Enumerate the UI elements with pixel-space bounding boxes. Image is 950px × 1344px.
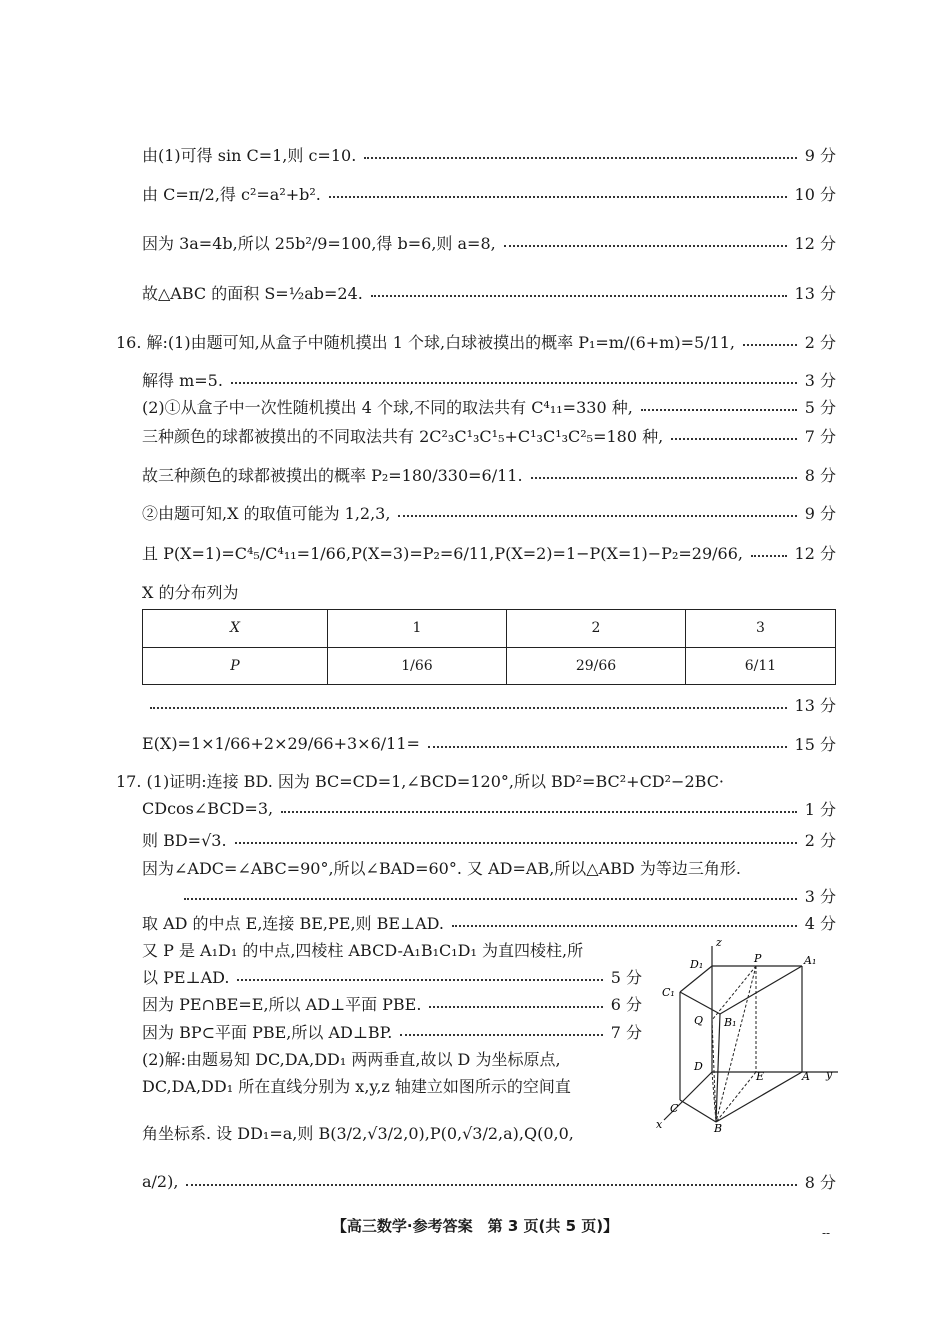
leader-dots [504,245,787,247]
line-text: 解得 m=5. [142,370,223,390]
table-row [143,610,836,648]
edge-p-b [716,966,756,1122]
fig-label-c1: C₁ [662,986,675,999]
fig-label-y: y [826,1068,833,1081]
line-text: 因为 BP⊂平面 PBE,所以 AD⊥BP. [142,1022,393,1042]
prism-figure [650,932,846,1132]
score-label: 1 分 [804,799,836,819]
line-text: 由 C=π/2,得 c²=a²+b². [142,184,321,204]
leader-dots [398,515,796,517]
leader-dots [641,409,797,411]
line-12 [142,576,836,606]
line-text: 因为 PE∩BE=E,所以 AD⊥平面 PBE. [142,994,422,1014]
line-4 [142,277,836,307]
score-label: 3 分 [804,886,836,906]
leader-dots [329,196,787,198]
leader-dots [364,157,796,159]
line-9 [142,459,836,489]
line-text: 三种颜色的球都被摸出的不同取法共有 2C²₃C¹₃C¹₅+C¹₃C¹₃C²₅=180 种, [142,426,664,446]
line-text: 则 BD=√3. [142,830,227,850]
line-text: a/2), [142,1171,179,1191]
line-6 [142,364,836,394]
line-text: 又 P 是 A₁D₁ 的中点,四棱柱 ABCD-A₁B₁C₁D₁ 为直四棱柱,所 [142,940,584,960]
score-label: 9 分 [804,145,836,165]
score-label: 12 分 [794,233,836,253]
line-1 [142,139,836,169]
score-label: 12 分 [794,543,836,563]
leader-dots [743,344,797,346]
edge-b1-a1 [720,966,802,1014]
edge-b1-b [716,1014,720,1122]
line-13 [142,689,836,719]
fig-label-z: z [716,936,722,949]
line-17 [142,824,836,854]
score-label: 5 分 [610,967,642,987]
line-text: 因为 3a=4b,所以 25b²/9=100,得 b=6,则 a=8, [142,233,496,253]
fig-label-q: Q [694,1014,704,1027]
leader-dots [531,477,797,479]
page-footer: 【高三数学·参考答案 第 3 页(共 5 页)】 [331,1217,619,1235]
line-16 [142,793,836,823]
score-label: 8 分 [804,1172,836,1192]
fig-label-a1: A₁ [804,954,817,967]
fig-label-c: C [670,1102,679,1115]
line-27 [142,1117,652,1147]
leader-dots [671,438,797,440]
leader-dots [235,842,797,844]
leader-dots [184,898,797,900]
score-label: 13 分 [794,283,836,303]
leader-dots [429,1006,602,1008]
table-cell: 2 [507,610,686,648]
fig-label-b: B [714,1122,723,1132]
line-19 [176,880,836,910]
edge-c1-b1 [680,992,720,1014]
leader-dots [428,746,787,748]
line-text: ②由题可知,X 的取值可能为 1,2,3, [142,503,391,523]
leader-dots [237,979,602,981]
score-label: 9 分 [804,503,836,523]
line-text: (2)解:由题易知 DC,DA,DD₁ 两两垂直,故以 D 为坐标原点, [142,1049,561,1069]
leader-dots [150,707,787,709]
leader-dots [400,1034,602,1036]
line-text: 17. (1)证明:连接 BD. 因为 BC=CD=1,∠BCD=120°,所以 BD²=BC²+CD²−2BC· [116,771,725,791]
line-28 [142,1166,836,1196]
fig-label-a: A [802,1070,810,1083]
line-10 [142,497,836,527]
line-text: X 的分布列为 [142,582,239,602]
line-text: 由(1)可得 sin C=1,则 c=10. [142,145,357,165]
score-label: 2 分 [804,830,836,850]
line-text: 故△ABC 的面积 S=½ab=24. [142,283,363,303]
table-cell: X [143,610,328,648]
score-label: 5 分 [804,397,836,417]
line-text: E(X)=1×1/66+2×29/66+3×6/11= [142,733,420,753]
line-22 [142,961,642,991]
leader-dots [751,555,787,557]
line-text: 故三种颜色的球都被摸出的概率 P₂=180/330=6/11. [142,465,523,485]
corner-mark: -- [822,1226,831,1240]
line-text: 角坐标系. 设 DD₁=a,则 B(3/2,√3/2,0),P(0,√3/2,a),Q(0,0, [142,1123,574,1143]
table-cell: 6/11 [686,647,836,685]
edge-c-b [680,1100,716,1122]
table-cell: P [143,647,328,685]
line-text: DC,DA,DD₁ 所在直线分别为 x,y,z 轴建立如图所示的空间直 [142,1076,571,1096]
score-label: 7 分 [610,1022,642,1042]
line-text: 因为∠ADC=∠ABC=90°,所以∠BAD=60°. 又 AD=AB,所以△ABD 为等边三角形. [142,858,741,878]
table-cell: 1/66 [328,647,507,685]
score-label: 8 分 [804,465,836,485]
score-label: 3 分 [804,370,836,390]
leader-dots [371,295,787,297]
score-label: 15 分 [794,734,836,754]
table-cell: 3 [686,610,836,648]
table-row [143,647,836,685]
leader-dots [186,1184,796,1186]
line-text: 取 AD 的中点 E,连接 BE,PE,则 BE⊥AD. [142,913,445,933]
leader-dots [231,382,797,384]
line-2 [142,178,836,208]
line-text: (2)①从盒子中一次性随机摸出 4 个球,不同的取法共有 C⁴₁₁=330 种, [142,397,633,417]
leader-dots [452,925,797,927]
distribution-table [142,609,836,685]
table-cell: 29/66 [507,647,686,685]
fig-label-x: x [656,1118,663,1131]
fig-label-p: P [754,952,762,965]
leader-dots [281,811,797,813]
table-cell: 1 [328,610,507,648]
line-text: 16. 解:(1)由题可知,从盒子中随机摸出 1 个球,白球被摸出的概率 P₁=m/(6+m)=5/11, [116,332,736,352]
score-label: 2 分 [804,332,836,352]
fig-label-d: D [694,1060,703,1073]
fig-label-b1: B₁ [724,1016,737,1029]
line-11 [142,537,836,567]
fig-label-e: E [756,1070,765,1083]
line-text: 以 PE⊥AD. [142,967,230,987]
line-15 [116,765,836,795]
line-7 [142,391,836,421]
score-label: 13 分 [794,695,836,715]
line-5 [116,326,836,356]
score-label: 6 分 [610,994,642,1014]
score-label: 7 分 [804,426,836,446]
line-26 [142,1070,652,1100]
line-24 [142,1016,642,1046]
line-18 [142,852,836,882]
line-23 [142,988,642,1018]
line-21 [142,934,652,964]
line-14 [142,728,836,758]
line-3 [142,227,836,257]
fig-label-d1: D₁ [690,958,704,971]
score-label: 10 分 [794,184,836,204]
line-text: 且 P(X=1)=C⁴₅/C⁴₁₁=1/66,P(X=3)=P₂=6/11,P(X=2)=1−P(X=1)−P₂=29/66, [142,543,743,563]
line-8 [142,420,836,450]
line-text: CDcos∠BCD=3, [142,798,274,818]
line-25 [142,1043,652,1073]
score-label: 4 分 [804,913,836,933]
